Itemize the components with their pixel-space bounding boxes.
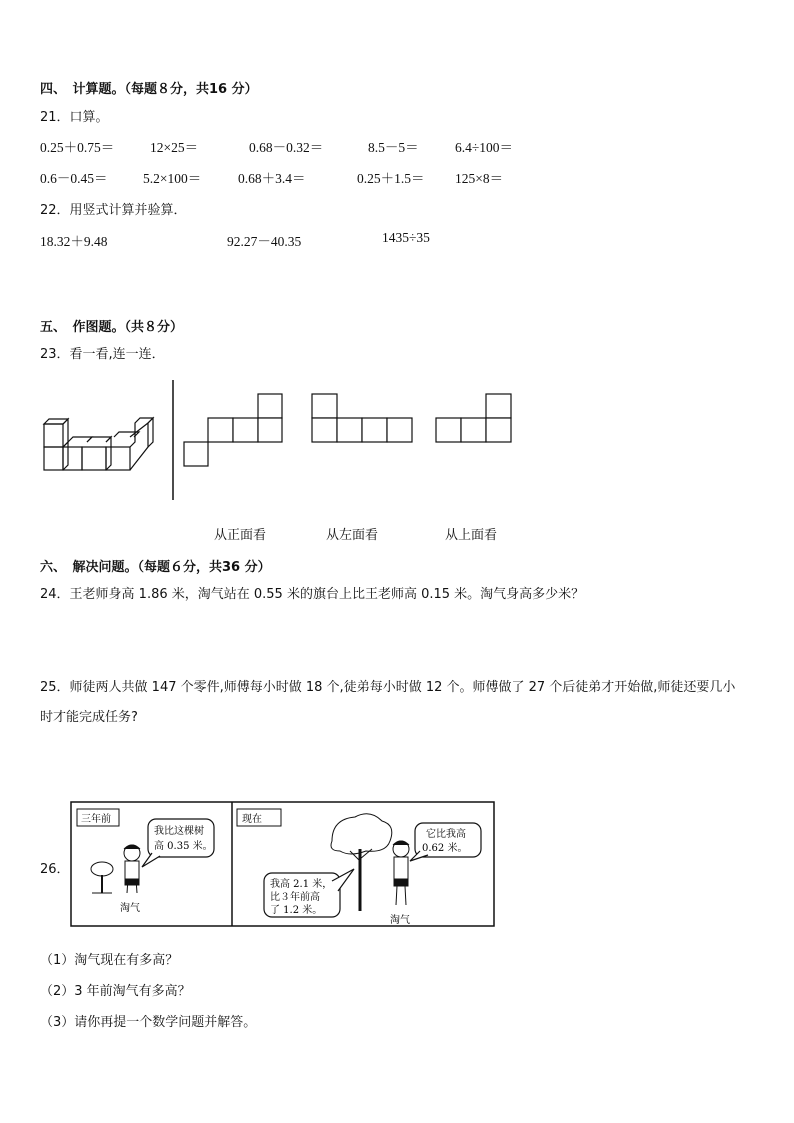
q21-r1-c3: 0.68－0.32＝ [249,140,324,155]
q26-sub-2: （2）3 年前淘气有多高？ [40,984,191,999]
panel1-bubble-l1: 我比这棵树 [154,826,204,837]
panel2-tree-bubble-l2: 比３年前高 [270,892,320,903]
panel1-bubble-l2: 高 0.35 米。 [154,841,213,852]
view-a-grid [184,394,282,466]
q22-item-1: 18.32＋9.48 [40,234,108,249]
q21-r2-c5: 125×8＝ [455,171,504,186]
q23-label: 23．看一看,连一连． [40,347,165,362]
panel2-tree-bubble-l3: 了 1.2 米。 [270,905,323,916]
q26-label: 26． [40,862,70,877]
view-b-grid [312,394,412,442]
q23-figure [36,378,526,503]
panel2-name: 淘气 [390,915,410,926]
q22-label: 22．用竖式计算并验算． [40,203,187,218]
q22-item-3: 1435÷35 [382,230,430,245]
q21-r2-c4: 0.25＋1.5＝ [357,171,425,186]
q21-r2-c2: 5.2×100＝ [143,171,202,186]
q21-r1-c4: 8.5－5＝ [368,140,419,155]
q26-comic [70,801,495,927]
q21-r2-c1: 0.6－0.45＝ [40,171,108,186]
small-tree-drawing [91,862,113,893]
panel2-tree-bubble-l1: 我高 2.1 米， [270,879,333,890]
q21-r1-c5: 6.4÷100＝ [455,140,514,155]
panel2-tag: 现在 [242,814,262,825]
q25-line-1: 25．师徒两人共做 147 个零件,师傅每小时做 18 个,徒弟每小时做 12 个。师傅做了 27 个后徒弟才开始做,师徒还要几小 [40,680,736,695]
q26-sub-1: （1）淘气现在有多高？ [40,953,179,968]
panel2-kid-bubble-l2: 0.62 米。 [422,843,468,854]
section-4-title: 四、 计算题。（每题８分，共16 分） [40,82,258,97]
section-6-title: 六、 解决问题。（每题６分，共36 分） [40,560,271,575]
panel1-tag: 三年前 [81,814,111,825]
view-c-grid [436,394,511,442]
view-label-front: 从正面看 [214,528,267,543]
q22-item-2: 92.27－40.35 [227,234,302,249]
panel2-kid-bubble-l1: 它比我高 [426,829,466,840]
view-label-left: 从左面看 [326,528,379,543]
q24-text: 24．王老师身高 1.86 米，淘气站在 0.55 米的旗台上比王老师高 0.15 米。淘气身高多少米？ [40,587,585,602]
cube-stack-drawing [44,418,153,470]
q21-label: 21．口算。 [40,110,109,125]
q21-r1-c1: 0.25＋0.75＝ [40,140,115,155]
q26-sub-3: （3）请你再提一个数学问题并解答。 [40,1015,257,1030]
kid-drawing-1 [124,845,140,893]
kid-drawing-2 [393,841,409,905]
view-label-top: 从上面看 [445,528,498,543]
q25-line-2: 时才能完成任务? [40,710,138,725]
section-5-title: 五、 作图题。（共８分） [40,320,184,335]
q21-r1-c2: 12×25＝ [150,140,199,155]
panel1-name: 淘气 [120,903,140,914]
q21-r2-c3: 0.68＋3.4＝ [238,171,306,186]
